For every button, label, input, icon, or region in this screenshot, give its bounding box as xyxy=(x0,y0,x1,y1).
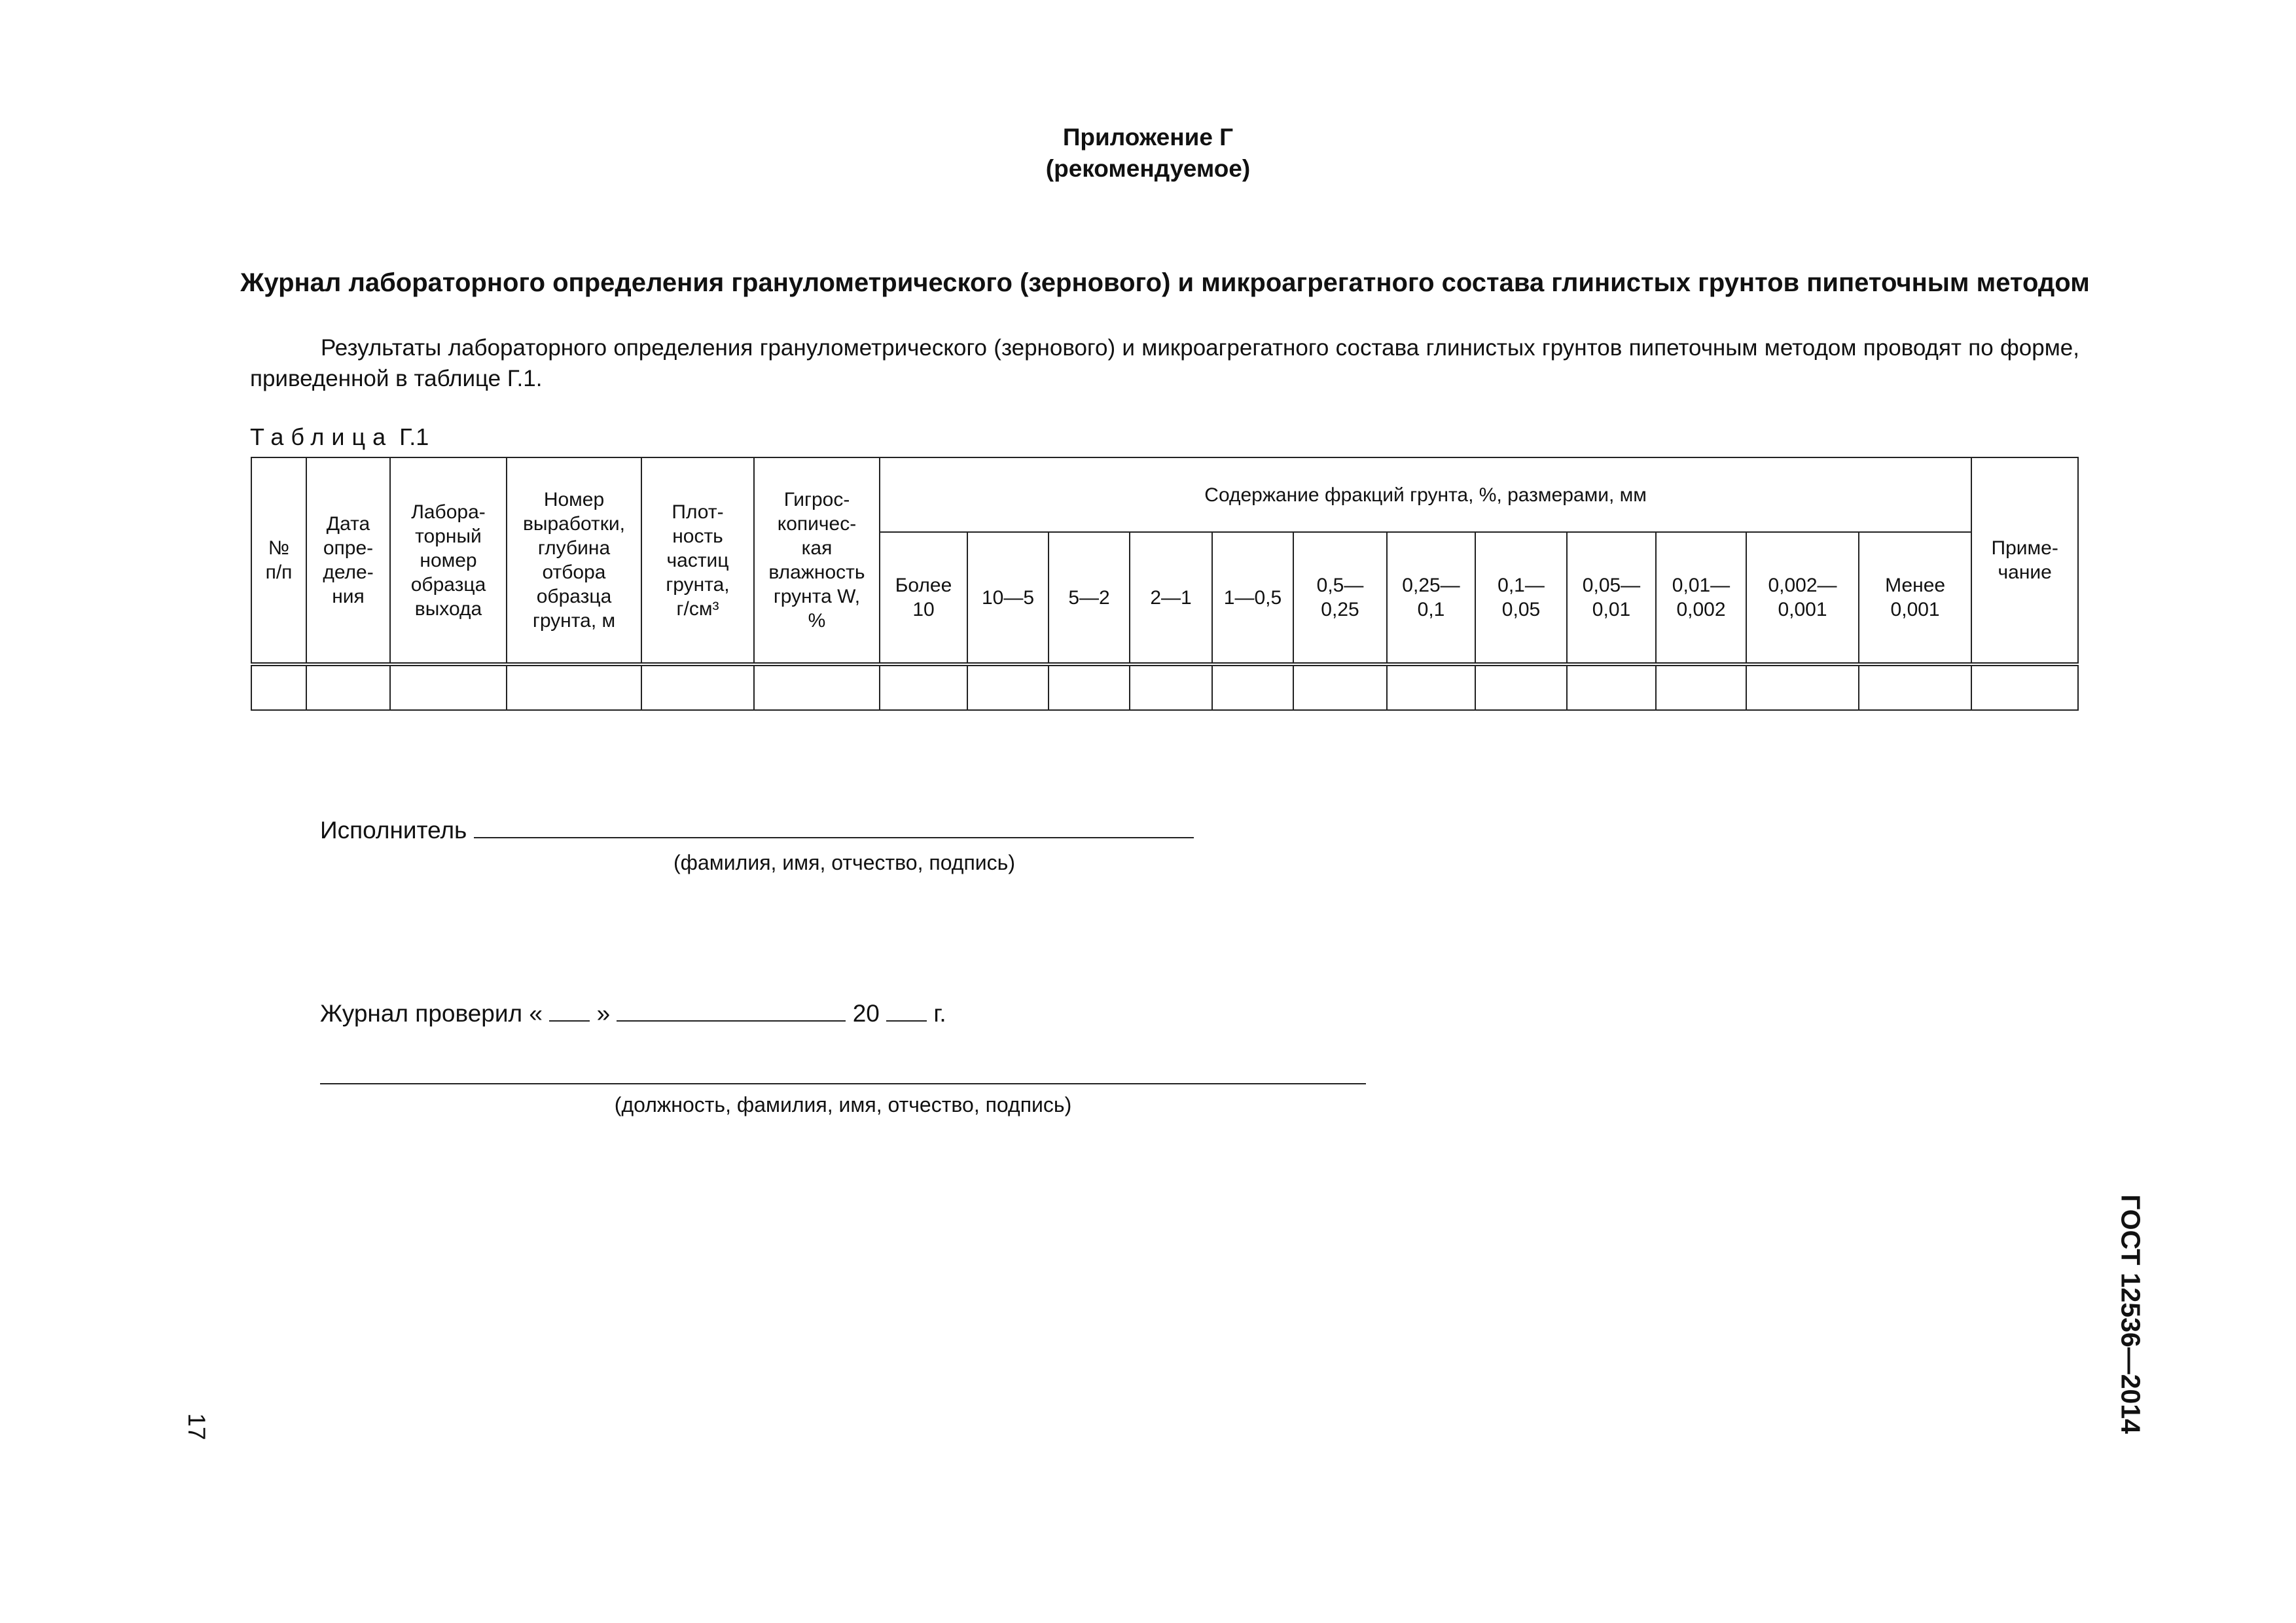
fraction-header: 1—0,5 xyxy=(1212,532,1293,664)
table-cell[interactable] xyxy=(1656,664,1746,710)
checked-year-suffix: г. xyxy=(933,1000,946,1027)
table-cell[interactable] xyxy=(967,664,1049,710)
table-cell[interactable] xyxy=(1049,664,1130,710)
checked-year-field[interactable] xyxy=(886,998,927,1022)
column-group-fractions: Содержание фракций грунта, %, размерами, мм xyxy=(880,457,1971,532)
executor-label: Исполнитель xyxy=(320,817,467,844)
table-cell[interactable] xyxy=(1859,664,1971,710)
checked-month-field[interactable] xyxy=(617,998,846,1022)
table-cell[interactable] xyxy=(1746,664,1859,710)
executor-caption: (фамилия, имя, отчество, подпись) xyxy=(673,851,1015,874)
column-header-number: № п/п xyxy=(251,457,306,664)
fraction-header: 0,25— 0,1 xyxy=(1387,532,1475,664)
table-cell[interactable] xyxy=(1130,664,1212,710)
checked-close-quote: » xyxy=(596,1000,611,1027)
table-cell[interactable] xyxy=(1293,664,1387,710)
table-cell[interactable] xyxy=(880,664,967,710)
table-cell[interactable] xyxy=(306,664,390,710)
table-cell[interactable] xyxy=(1212,664,1293,710)
column-header-note: Приме- чание xyxy=(1971,457,2078,664)
fraction-header: Менее 0,001 xyxy=(1859,532,1971,664)
table-cell[interactable] xyxy=(507,664,641,710)
page-number-text: 17 xyxy=(183,1413,210,1440)
page-number xyxy=(177,1407,216,1446)
table-caption xyxy=(250,422,429,452)
fraction-header: 0,5— 0,25 xyxy=(1293,532,1387,664)
table-cell[interactable] xyxy=(1567,664,1656,710)
fraction-header: 0,01— 0,002 xyxy=(1656,532,1746,664)
journal-title: Журнал лабораторного определения гранулометрического (зернового) и микроагрегатного состава глинистых грунтов пипеточным методом xyxy=(240,268,2090,297)
table-cell[interactable] xyxy=(641,664,754,710)
checked-line xyxy=(320,998,946,1029)
table-caption-number: Г.1 xyxy=(399,423,429,450)
fraction-header: 0,05— 0,01 xyxy=(1567,532,1656,664)
column-header-excavation: Номер выработки, глубина отбора образца грунта, м xyxy=(507,457,641,664)
fraction-header: Более 10 xyxy=(880,532,967,664)
column-header-density: Плот- ность частиц грунта, г/см³ xyxy=(641,457,754,664)
table-caption-word: Таблица xyxy=(250,423,393,450)
fraction-header: 10—5 xyxy=(967,532,1049,664)
table-cell[interactable] xyxy=(754,664,880,710)
appendix-subtitle: (рекомендуемое) xyxy=(1045,155,1251,182)
checked-day-field[interactable] xyxy=(549,998,590,1022)
checked-signature-field[interactable] xyxy=(320,1083,1366,1084)
appendix-title: Приложение Г xyxy=(1062,124,1234,151)
checked-caption: (должность, фамилия, имя, отчество, подпись) xyxy=(614,1093,1072,1116)
intro-paragraph: Результаты лабораторного определения гранулометрического (зернового) и микроагрегатного состава глинистых грунтов пипеточным методом проводят по форме, приведенной в таблице Г.1. xyxy=(250,335,2079,391)
appendix-heading xyxy=(0,122,2296,185)
table-cell[interactable] xyxy=(1475,664,1567,710)
column-header-date: Дата опре- деле- ния xyxy=(306,457,390,664)
fraction-header: 0,002— 0,001 xyxy=(1746,532,1859,664)
table-cell[interactable] xyxy=(390,664,507,710)
table-cell[interactable] xyxy=(1387,664,1475,710)
table-cell[interactable] xyxy=(251,664,306,710)
column-header-moisture: Гигрос- копичес- кая влажность грунта W, % xyxy=(754,457,880,664)
gost-code-text: ГОСТ 12536—2014 xyxy=(2115,1194,2146,1434)
gost-code xyxy=(2101,1177,2160,1452)
executor-signature-field[interactable] xyxy=(474,815,1194,838)
checked-year-prefix: 20 xyxy=(852,1000,880,1027)
fraction-header: 2—1 xyxy=(1130,532,1212,664)
column-header-lab-number: Лабора- торный номер образца выхода xyxy=(390,457,507,664)
table-row-empty xyxy=(251,664,2078,710)
results-table xyxy=(251,457,2079,711)
table-cell[interactable] xyxy=(1971,664,2078,710)
fraction-header: 5—2 xyxy=(1049,532,1130,664)
fraction-header: 0,1— 0,05 xyxy=(1475,532,1567,664)
checked-label: Журнал проверил « xyxy=(320,1000,543,1027)
executor-line xyxy=(320,815,1194,846)
